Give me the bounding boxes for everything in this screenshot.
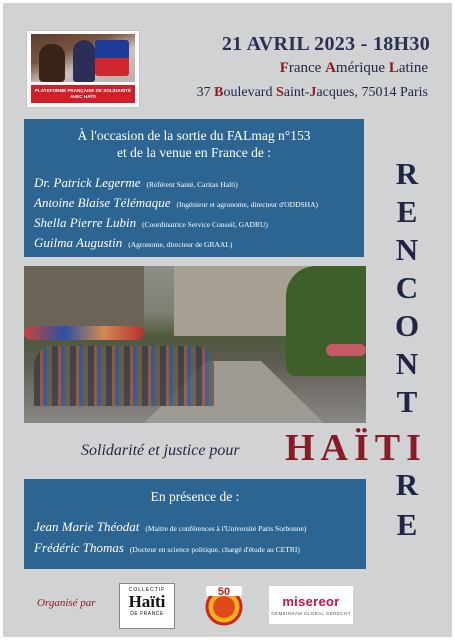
speaker-row	[34, 192, 358, 212]
haiti-street-photo	[24, 266, 366, 423]
rencontre-letter: E	[396, 507, 418, 542]
rencontre-letter: C	[395, 270, 419, 305]
logo-caption: PLATEFORME FRANÇAISE DE SOLIDARITÉ AVEC HAÏTI	[31, 85, 135, 103]
rencontre-letter: R	[395, 467, 419, 502]
misereor-logo: misereor GEMEINSAM GLOBAL GERECHT	[269, 586, 353, 624]
speaker-row	[34, 212, 358, 232]
rencontre-letter: N	[395, 346, 419, 381]
speaker-name: Guilma Augustin	[34, 235, 123, 250]
speaker-name: Shella Pierre Lubin	[34, 215, 137, 230]
presence-box	[24, 479, 366, 569]
speakers-heading: À l'occasion de la sortie du FALmag n°153 et de la venue en France de :	[77, 128, 311, 160]
fifty-label: 50	[217, 586, 231, 598]
haiti-flag-icon	[95, 40, 129, 58]
presence-name: Frédéric Thomas	[34, 540, 124, 555]
pfsh-logo	[27, 31, 139, 107]
presence-name: Jean Marie Théodat	[34, 519, 140, 534]
speaker-role: (Référent Santé, Caritas Haïti)	[146, 180, 238, 189]
solidarity-text: Solidarité et justice pour	[81, 442, 240, 459]
haiti-title: HAÏTI	[285, 427, 427, 469]
speaker-name: Antoine Blaise Télémaque	[34, 195, 171, 210]
fifty-years-logo	[198, 582, 250, 628]
speaker-name: Dr. Patrick Legerme	[34, 175, 141, 190]
organised-by-label: Organisé par	[37, 597, 96, 609]
rencontre-letter: R	[395, 156, 419, 191]
rencontre-letter: E	[396, 194, 418, 229]
speaker-role: (Ingénieur et agronome, directeur d'ODDSHA)	[176, 200, 318, 209]
speakers-list	[34, 172, 358, 252]
speakers-box	[24, 119, 364, 257]
presence-role: (Maitre de conférences à l'Université Paris Sorbonne)	[145, 524, 307, 533]
event-poster	[3, 3, 452, 637]
presence-row	[34, 536, 306, 557]
speaker-role: (Agronome, directeur de GRAAL)	[128, 240, 233, 249]
speaker-role: (Coordinatrice Service Conseil, GADRU)	[142, 220, 268, 229]
speaker-row	[34, 172, 358, 192]
rencontre-letter: T	[396, 384, 418, 419]
presence-role: (Docteur en science politique, chargé d'étude au CETRI)	[129, 545, 300, 554]
collectif-haiti-logo: COLLECTIF Haïti DE FRANCE	[119, 583, 175, 629]
rencontre-letter: O	[394, 308, 420, 343]
speaker-row	[34, 232, 358, 252]
rencontre-letter: N	[395, 232, 419, 267]
presence-row	[34, 515, 306, 536]
event-venue: France Amérique Latine	[279, 60, 428, 76]
logo-photo	[31, 34, 135, 82]
presence-list	[34, 515, 306, 557]
presence-heading: En présence de :	[150, 489, 240, 504]
event-date-time: 21 AVRIL 2023 - 18H30	[221, 33, 430, 55]
event-address: 37 Boulevard Saint-Jacques, 75014 Paris	[196, 85, 428, 100]
